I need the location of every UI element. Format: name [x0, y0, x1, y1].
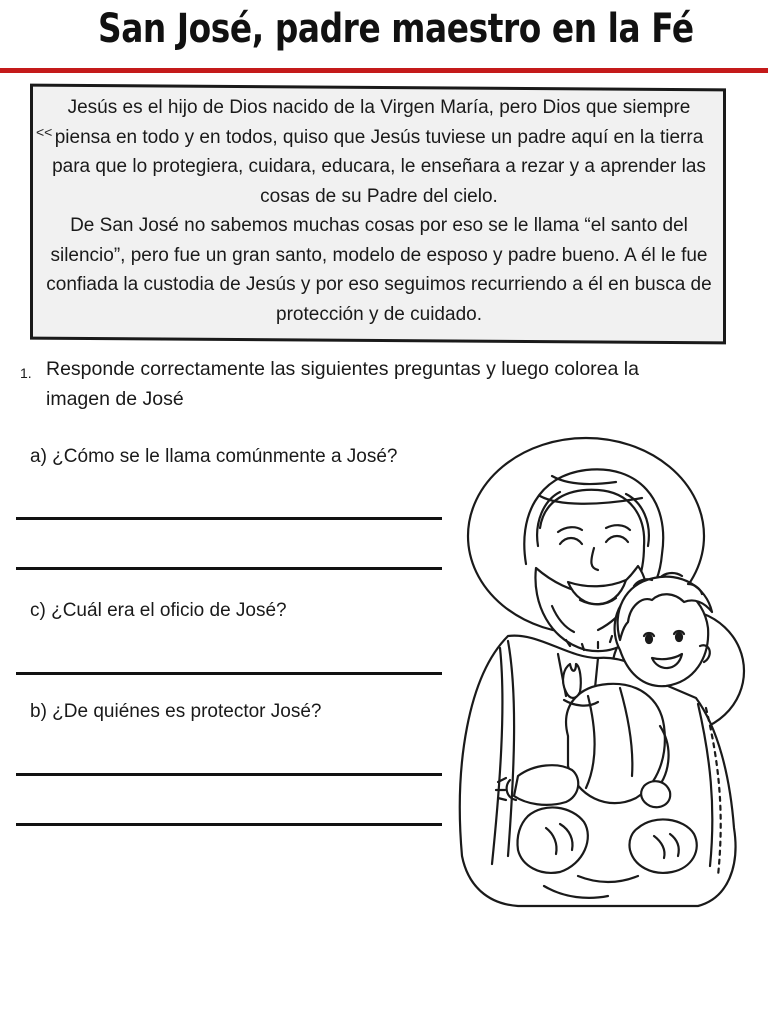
- answer-line-b-2[interactable]: [16, 823, 442, 826]
- quote-mark: <<: [36, 124, 53, 140]
- saint-joseph-holding-child-jesus-icon[interactable]: [448, 436, 758, 916]
- question-b: b) ¿De quiénes es protector José?: [30, 701, 322, 722]
- answer-line-a-2[interactable]: [16, 567, 442, 570]
- intro-paragraph-2: De San José no sabemos muchas cosas por eso se le llama “el santo del silencio”, pero fue un gran santo, modelo de esposo y padre bueno. A él le fue confiada la custodia de Jesús y por eso seguimos recurriendo a él en busca de protección y de cuidado.: [46, 215, 712, 325]
- answer-line-c-1[interactable]: [16, 672, 442, 675]
- question-c: c) ¿Cuál era el oficio de José?: [30, 600, 287, 621]
- instruction: [20, 354, 720, 414]
- question-a: a) ¿Cómo se le llama comúnmente a José?: [30, 446, 398, 467]
- instruction-number: 1.: [20, 365, 32, 381]
- title-underline-rule: [0, 68, 768, 73]
- answer-line-a-1[interactable]: [16, 517, 442, 520]
- intro-paragraph-1: Jesús es el hijo de Dios nacido de la Virgen María, pero Dios que siempre piensa en todo y en todos, quiso que Jesús tuviese un padre aquí en la tierra para que lo protegiera, cuidara, educara, le enseñara a rezar y a aprender las cosas de su Padre del cielo.: [52, 97, 706, 207]
- page-title: San José, padre maestro en la Fé: [98, 6, 694, 52]
- instruction-text: Responde correctamente las siguientes preguntas y luego colorea la imagen de José: [46, 358, 639, 410]
- answer-line-b-1[interactable]: [16, 773, 442, 776]
- intro-text: [44, 93, 714, 329]
